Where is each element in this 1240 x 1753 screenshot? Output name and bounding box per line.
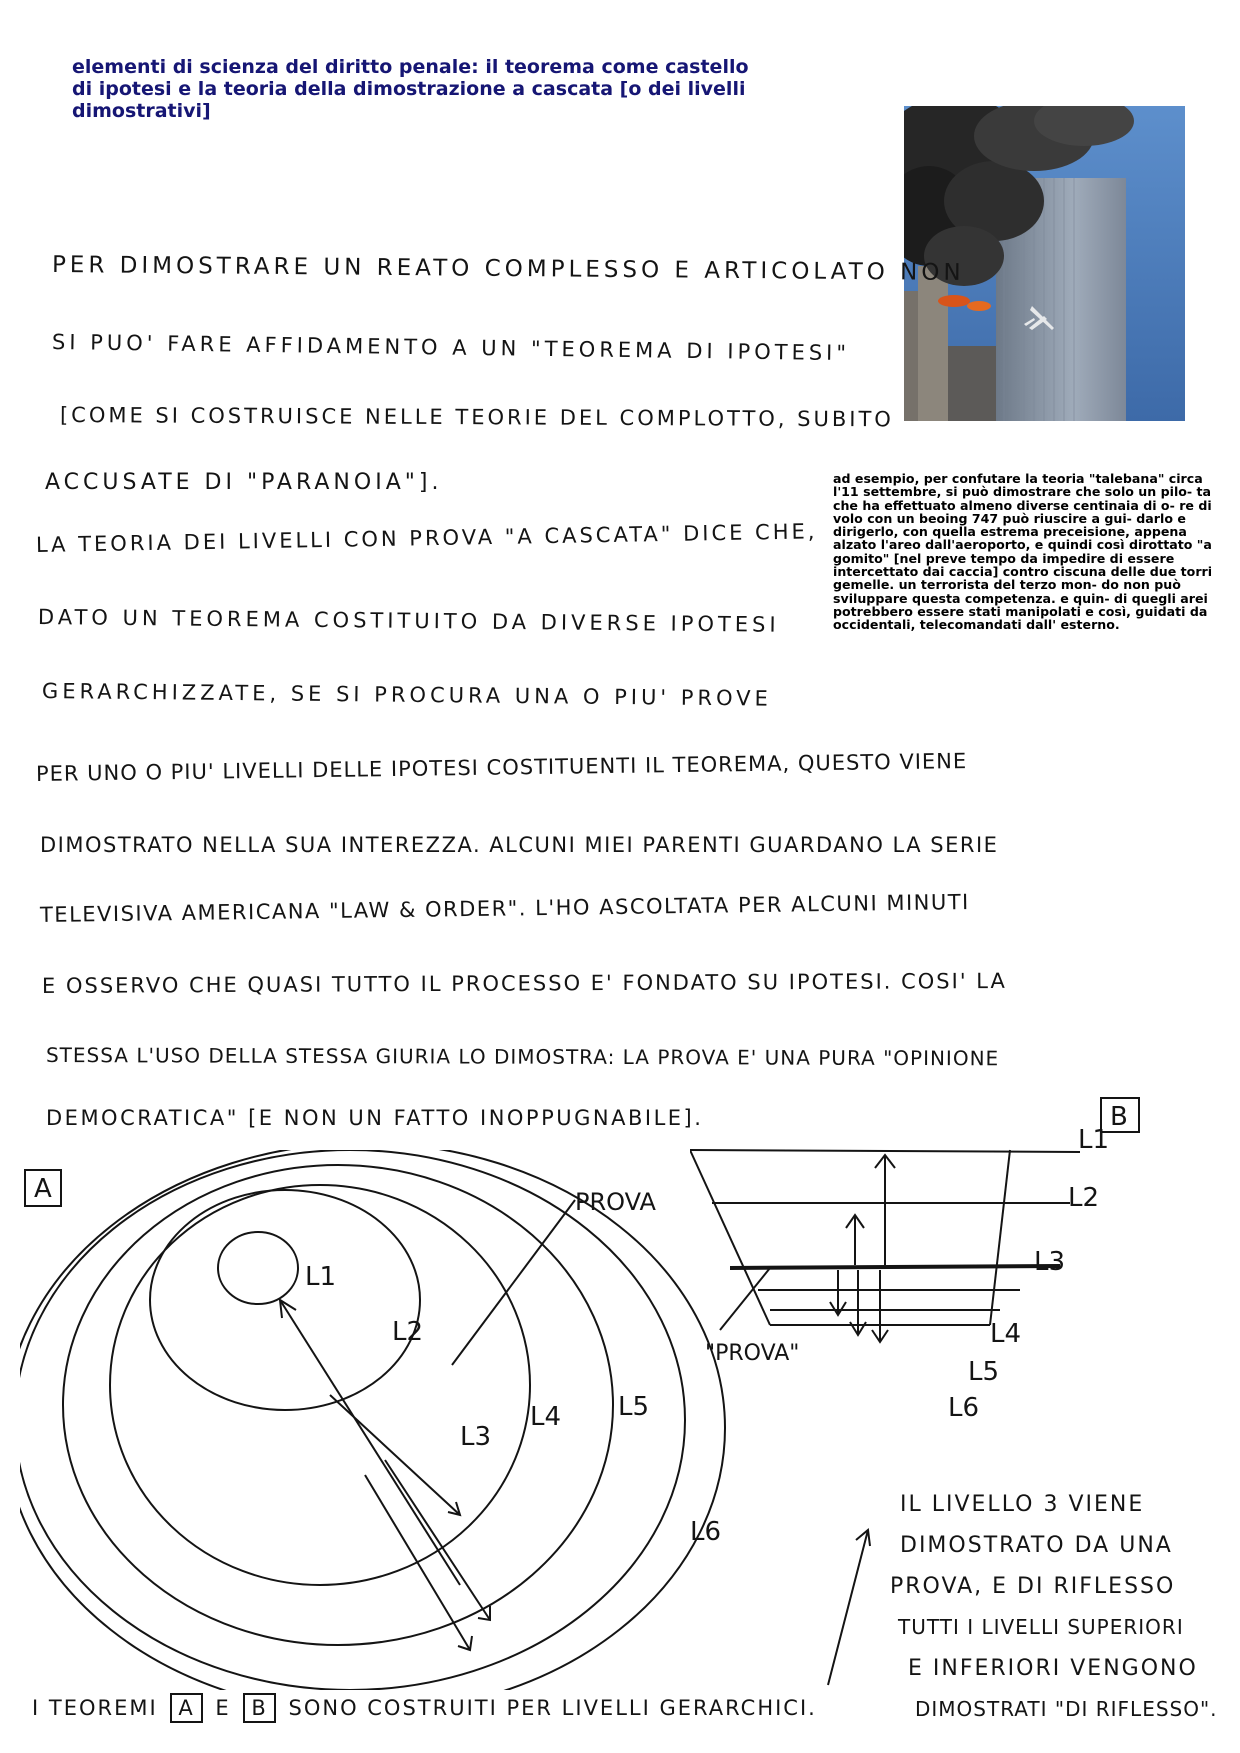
handwritten-line: STESSA L'USO DELLA STESSA GIURIA LO DIMOSTRA: LA PROVA E' UNA PURA "OPINIONE: [45, 1043, 1000, 1071]
handwritten-line: SI PUO' FARE AFFIDAMENTO A UN "TEOREMA DI IPOTESI": [51, 330, 851, 366]
prova-line: [452, 1200, 575, 1365]
diagram-b-level-label: L3: [1034, 1247, 1066, 1277]
handwritten-line: ACCUSATE DI "PARANOIA"].: [45, 470, 443, 495]
handwritten-line: E OSSERVO CHE QUASI TUTTO IL PROCESSO E' FONDATO SU IPOTESI. COSI' LA: [41, 968, 1007, 998]
diagram-a-tag: A: [34, 1174, 52, 1204]
level-3-ring: [110, 1185, 530, 1585]
diagram-b-level-label: L2: [1068, 1183, 1100, 1213]
diagram-b-level-label: L1: [1078, 1125, 1110, 1155]
handwritten-line: TELEVISIVA AMERICANA "LAW & ORDER". L'HO ASCOLTATA PER ALCUNI MINUTI: [39, 890, 970, 927]
handwritten-line: DATO UN TEOREMA COSTITUITO DA DIVERSE IPOTESI: [37, 605, 780, 637]
funnel-level-line-bold: [730, 1266, 1060, 1268]
diagram-a-level-label: L2: [392, 1317, 424, 1347]
bottom-handwriting: [32, 1693, 1240, 1723]
bottom-prefix: I TEOREMI: [32, 1696, 158, 1720]
diagram-a: [20, 1150, 740, 1694]
diagram-b-level-label: L6: [948, 1393, 980, 1420]
funnel-level-line: [690, 1150, 1080, 1152]
side-handwriting-line: E INFERIORI VENGONO: [908, 1656, 1198, 1681]
bottom-conj: E: [215, 1696, 231, 1720]
funnel-right-edge: [990, 1150, 1010, 1325]
side-handwriting-line: PROVA, E DI RIFLESSO: [890, 1574, 1176, 1599]
arrow-to-l3: [330, 1395, 460, 1515]
diagram-b-tag: B: [1110, 1102, 1128, 1132]
handwritten-line: DIMOSTRATO NELLA SUA INTEREZZA. ALCUNI MIEI PARENTI GUARDANO LA SERIE: [40, 833, 999, 857]
diagram-a-prova-label: PROVA: [575, 1188, 656, 1216]
diagram-a-level-label: L6: [690, 1517, 722, 1547]
diagram-a-level-label: L1: [305, 1262, 337, 1292]
level-2-ring: [150, 1190, 420, 1410]
side-handwriting-line: IL LIVELLO 3 VIENE: [900, 1492, 1145, 1517]
handwritten-line: [COME SI COSTRUISCE NELLE TEORIE DEL COMPLOTTO, SUBITO: [59, 403, 894, 432]
side-note: ad esempio, per confutare la teoria "talebana" circa l'11 settembre, si può dimostrare che solo un pilo- ta che ha effettuato almeno diverse centinaia di o- re di volo con un beoing 747 può riuscire a gui- darlo e dirigerlo, con quella estrema preceisione, appena alzato l'areo dall'aeroporto, e quindi così dirottato "a gomito" [nel preve tempo da impedire di essere intercettato dai caccia] contro ciscuna delle due torri gemelle. un terrorista del terzo mon- do non può sviluppare questa competenza. e quin- di quegli arei potrebbero essere stati manipolati e così, guidati da occidentali, telecomandati dall' esterno.: [833, 471, 1213, 633]
handwritten-line: GERARCHIZZATE, SE SI PROCURA UNA O PIU' PROVE: [41, 679, 773, 711]
diagram-a-level-label: L4: [530, 1402, 562, 1432]
bottom-box-a: A: [170, 1693, 202, 1723]
level-1-ring: [218, 1232, 298, 1304]
diagram-a-level-label: L3: [460, 1422, 492, 1452]
diagram-b-level-label: L5: [968, 1357, 1000, 1387]
diagram-b-prova-label: "PROVA": [705, 1341, 800, 1366]
diagram-a-level-label: L5: [618, 1392, 650, 1422]
prova-pointer: [720, 1268, 770, 1330]
side-handwriting-line: TUTTI I LIVELLI SUPERIORI: [898, 1615, 1184, 1639]
bottom-box-b: B: [243, 1693, 275, 1723]
level-5-ring: [20, 1150, 685, 1690]
handwritten-line: LA TEORIA DEI LIVELLI CON PROVA "A CASCATA" DICE CHE,: [35, 519, 818, 557]
handwritten-line: PER DIMOSTRARE UN REATO COMPLESSO E ARTICOLATO NON: [51, 252, 965, 286]
side-handwriting-line: DIMOSTRATO DA UNA: [900, 1533, 1173, 1558]
arrow-to-l6: [365, 1475, 470, 1650]
document-title: elementi di scienza del diritto penale: il teorema come castello di ipotesi e la teoria della dimostrazione a cascata [o dei livelli dimostrativi]: [72, 56, 749, 122]
handwritten-line: DEMOCRATICA" [E NON UN FATTO INOPPUGNABILE].: [46, 1106, 704, 1130]
diagram-b-level-label: L4: [990, 1319, 1022, 1349]
arrow-up-to-l1: [280, 1300, 460, 1585]
bottom-suffix: SONO COSTRUITI PER LIVELLI GERARCHICI.: [288, 1696, 817, 1720]
side-note-arrow: [820, 1520, 880, 1690]
side-handwriting-line: DIMOSTRATI "DI RIFLESSO".: [915, 1697, 1218, 1721]
handwritten-line: PER UNO O PIU' LIVELLI DELLE IPOTESI COSTITUENTI IL TEOREMA, QUESTO VIENE: [35, 748, 968, 786]
diagram-b: [690, 1090, 1150, 1424]
funnel-left-edge: [690, 1150, 770, 1325]
